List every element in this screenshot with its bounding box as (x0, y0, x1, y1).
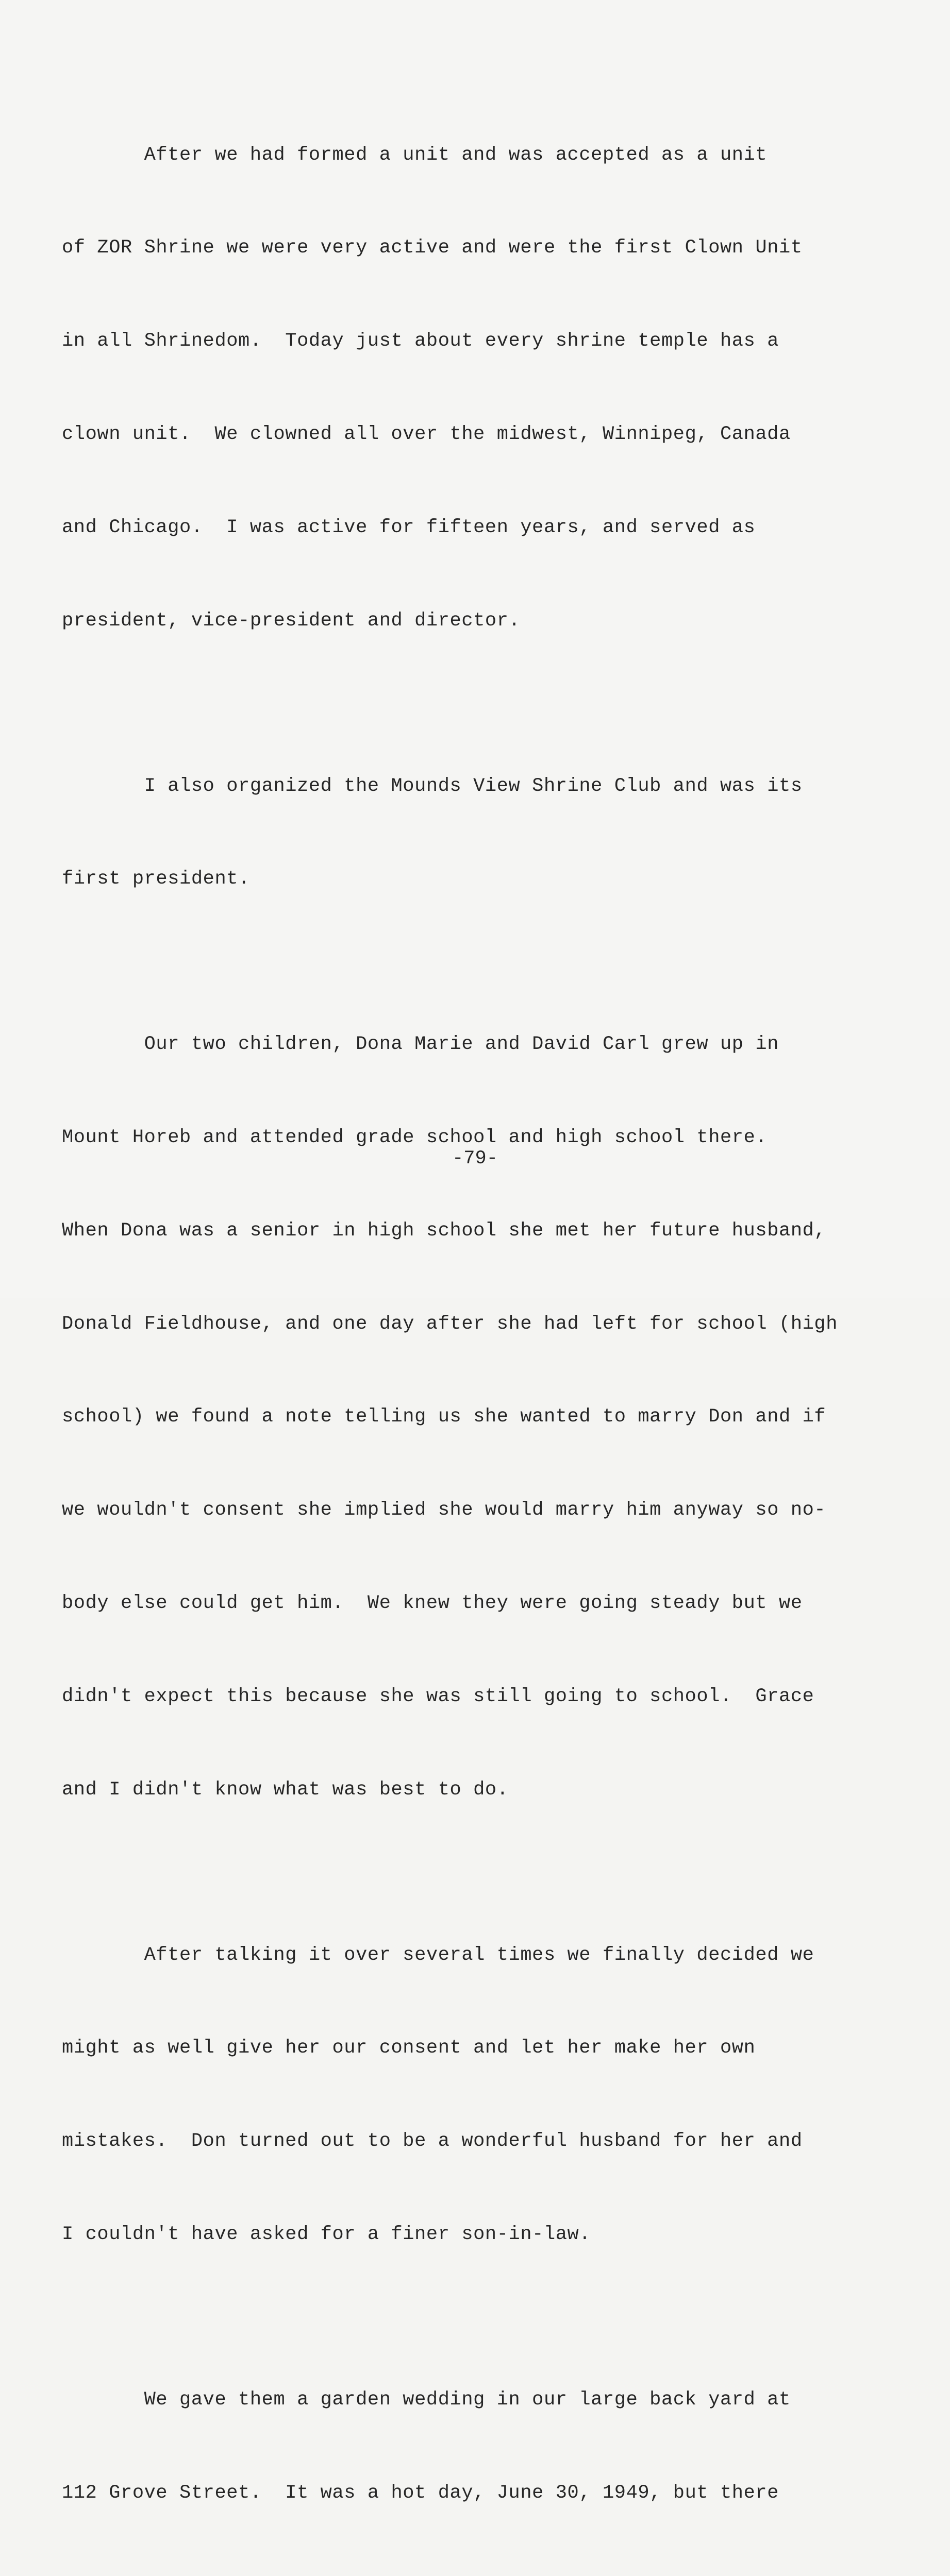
text-line: didn't expect this because she was still going to school. Grace (62, 1686, 814, 1708)
text-line: Donald Fieldhouse, and one day after she had left for school (high (62, 1313, 838, 1335)
text-line: I couldn't have asked for a finer son-in-law. (62, 2224, 591, 2246)
text-line: and Chicago. I was active for fifteen years, and served as (62, 517, 756, 539)
paragraph-shrine-clown-unit (62, 77, 907, 699)
text-line: We gave them a garden wedding in our large back yard at (62, 2388, 791, 2411)
text-line: and I didn't know what was best to do. (62, 1779, 509, 1801)
text-line: mistakes. Don turned out to be a wonderful husband for her and (62, 2130, 803, 2153)
paragraph-children (62, 967, 907, 1868)
text-line: president, vice-president and director. (62, 610, 521, 632)
text-line: After talking it over several times we finally decided we (62, 1944, 814, 1966)
text-line: Mount Horeb and attended grade school and high school there. (62, 1126, 768, 1148)
paragraph-consent (62, 1877, 907, 2312)
text-line: When Dona was a senior in high school she met her future husband, (62, 1219, 826, 1242)
text-line: school) we found a note telling us she wanted to marry Don and if (62, 1406, 826, 1428)
paragraph-mounds-view-club (62, 708, 907, 957)
text-line (62, 2570, 907, 2576)
text-line: of ZOR Shrine we were very active and were the first Clown Unit (62, 237, 803, 259)
text-line: body else could get him. We knew they were going steady but we (62, 1592, 803, 1615)
text-line: first president. (62, 868, 250, 890)
text-line: in all Shrinedom. Today just about every shrine temple has a (62, 330, 779, 352)
text-line: I also organized the Mounds View Shrine Club and was its (62, 775, 803, 797)
document-body (62, 77, 907, 2576)
text-line: we wouldn't consent she implied she would marry him anyway so no- (62, 1499, 826, 1521)
text-line: Our two children, Dona Marie and David Carl grew up in (62, 1033, 779, 1055)
page-number: -79- (452, 1148, 498, 1170)
text-line: clown unit. We clowned all over the midwest, Winnipeg, Canada (62, 423, 791, 446)
text-line: After we had formed a unit and was accepted as a unit (62, 144, 768, 166)
text-line: might as well give her our consent and let her make her own (62, 2037, 756, 2059)
text-line: 112 Grove Street. It was a hot day, June 30, 1949, but there (62, 2482, 779, 2504)
paragraph-wedding (62, 2322, 907, 2576)
